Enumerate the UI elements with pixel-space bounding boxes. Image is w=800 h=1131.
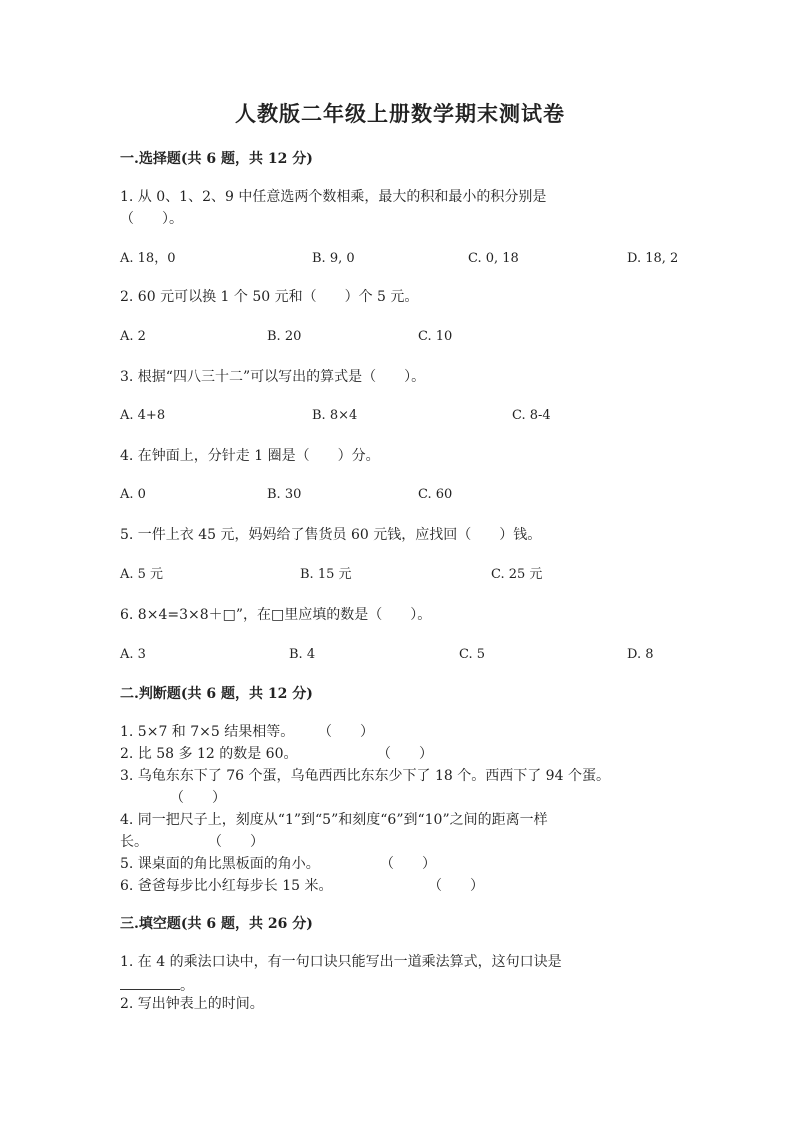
statement-text: 6. 爸爸每步比小红每步长 15 米。 [120,878,333,894]
answer-blank[interactable]: （ ） [318,724,374,740]
option-c: C. 8-4 [512,408,551,423]
statement-text: 3. 乌龟东东下了 76 个蛋，乌龟西西比东东少下了 18 个。西西下了 94 个蛋。 [120,768,610,784]
option-a: A. 18，0 [120,251,176,266]
statement-text: 5. 课桌面的角比黑板面的角小。 [120,856,320,872]
section-heading-multiple-choice: 一.选择题(共 6 题，共 12 分) [120,151,313,167]
question-text: 1. 从 0、1、2、9 中任意选两个数相乘，最大的积和最小的积分别是 [120,189,547,205]
question-text: 1. 在 4 的乘法口诀中，有一句口诀只能写出一道乘法算式，这句口诀是 [120,954,562,970]
fill-blank-line[interactable] [120,975,194,995]
option-d: D. 18, 2 [627,251,679,266]
option-b: B. 9, 0 [312,251,355,266]
section-heading-fill-in: 三.填空题(共 6 题，共 26 分) [120,916,313,932]
section-heading-true-false: 二.判断题(共 6 题，共 12 分) [120,686,313,702]
option-b: B. 4 [289,647,316,662]
option-b: B. 30 [267,487,302,502]
question-text: 2. 60 元可以换 1 个 50 元和（ ）个 5 元。 [120,289,419,305]
question-text: 5. 一件上衣 45 元，妈妈给了售货员 60 元钱，应找回（ ）钱。 [120,527,542,543]
statement-text-continued: 长。 [120,834,148,850]
option-b: B. 8×4 [312,408,358,423]
option-a: A. 0 [120,487,146,502]
question-text: 6. 8×4=3×8＋□”，在□里应填的数是（ ）。 [120,607,432,623]
answer-blank[interactable]: （ ） [170,790,226,806]
statement-text: 4. 同一把尺子上，刻度从“1”到“5”和刻度“6”到“10”之间的距离一样 [120,812,548,828]
statement-text: 2. 比 58 多 12 的数是 60。 [120,746,298,762]
option-a: A. 3 [120,647,146,662]
answer-blank[interactable]: （ ） [428,878,484,894]
answer-blank[interactable]: （ ） [377,746,433,762]
option-c: C. 0, 18 [468,251,519,266]
option-a: A. 5 元 [120,567,164,582]
option-c: C. 10 [418,329,453,344]
question-text: 2. 写出钟表上的时间。 [120,996,264,1012]
option-c: C. 60 [418,487,453,502]
answer-blank[interactable]: （ ） [380,856,436,872]
period-mark: 。 [180,978,194,994]
option-c: C. 5 [459,647,486,662]
option-b: B. 15 元 [300,567,352,582]
question-text: 3. 根据“四八三十二”可以写出的算式是（ ）。 [120,369,426,385]
option-a: A. 2 [120,329,146,344]
question-text: 4. 在钟面上，分针走 1 圈是（ ）分。 [120,448,380,464]
option-d: D. 8 [627,647,654,662]
option-c: C. 25 元 [491,567,543,582]
question-text-continued: （ ）。 [120,211,183,227]
statement-text: 1. 5×7 和 7×5 结果相等。 [120,724,295,740]
page-title: 人教版二年级上册数学期末测试卷 [235,101,565,126]
option-b: B. 20 [267,329,302,344]
option-a: A. 4+8 [120,408,166,423]
answer-blank[interactable]: （ ） [208,834,264,850]
blank-underline[interactable] [120,975,180,990]
